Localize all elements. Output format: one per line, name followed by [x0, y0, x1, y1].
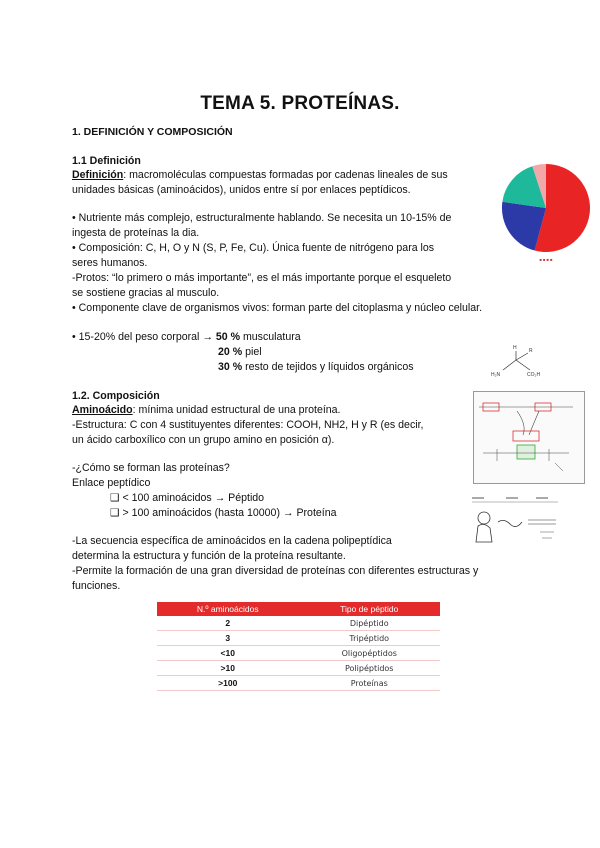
bullet-nutriente-2: ingesta de proteínas la dia. — [72, 227, 200, 239]
weight-line-2 — [218, 345, 262, 360]
weight-label-3: resto de tejidos y líquidos orgánicos — [242, 361, 414, 373]
estructura-line-1: -Estructura: C con 4 sustituyentes diferentes: COOH, NH2, H y R (es decir, — [72, 419, 424, 431]
weight-prefix: • 15-20% del peso corporal → — [72, 331, 216, 343]
pie-chart-image — [498, 160, 594, 266]
subsection-composicion: 1.2. Composición — [72, 390, 160, 402]
molecule-label-c: CO₂H — [527, 372, 541, 378]
table-row — [157, 661, 440, 676]
diversidad-line-2: funciones. — [72, 580, 121, 592]
peptide-table — [157, 602, 440, 691]
bullet-protos: -Protos: “lo primero o más importante”, es el más importante porque el esqueleto — [72, 272, 452, 284]
table-header-type: Tipo de péptido — [299, 602, 441, 616]
bullet-composicion-2: seres humanos. — [72, 257, 148, 269]
table-cell-type: Proteínas — [299, 676, 441, 691]
definition-paragraph — [72, 168, 482, 198]
aminoacid-label: Aminoácido — [72, 404, 133, 416]
table-header-row — [157, 602, 440, 616]
subsection-definicion: 1.1 Definición — [72, 155, 141, 167]
molecule-label-r: R — [529, 348, 533, 354]
aminoacid-line — [72, 403, 341, 418]
weight-line-3 — [218, 360, 414, 375]
peptide-bond-diagram — [473, 391, 585, 484]
secuencia-line-1: -La secuencia específica de aminoácidos en la cadena polipeptídica — [72, 535, 392, 547]
table-row — [157, 616, 440, 631]
page-title: TEMA 5. PROTEÍNAS. — [200, 93, 400, 114]
enlace-label: Enlace peptídico — [72, 477, 151, 489]
secuencia-paragraph — [72, 534, 444, 564]
table-cell-num: <10 — [157, 646, 299, 661]
table-cell-type: Tripéptido — [299, 631, 441, 646]
peptide-illustration — [470, 496, 560, 548]
definition-label: Definición — [72, 169, 124, 181]
estructura-paragraph — [72, 418, 452, 448]
weight-line-1 — [72, 330, 301, 345]
estructura-line-2: un ácido carboxílico con un grupo amino en posición α). — [72, 434, 335, 446]
pie-legend: ■ ■ ■ ■ — [539, 257, 553, 262]
molecule-label-h: H — [513, 345, 517, 351]
weight-value-2: 20 % — [218, 346, 243, 358]
weight-label-1: musculatura — [240, 331, 301, 343]
option-proteina: ❑ > 100 aminoácidos (hasta 10000) → Proteína — [110, 507, 337, 519]
secuencia-line-2: determina la estructura y función de la proteína resultante. — [72, 550, 346, 562]
definition-text-2: unidades básicas (aminoácidos), unidos entre sí por enlaces peptídicos. — [72, 184, 411, 196]
bullet-protos-2: se sostiene gracias al musculo. — [72, 287, 220, 299]
molecule-label-n: H₂N — [491, 372, 501, 378]
table-row — [157, 646, 440, 661]
formation-question: -¿Cómo se forman las proteínas? — [72, 462, 230, 474]
table-cell-num: >10 — [157, 661, 299, 676]
bullet-componente: • Componente clave de organismos vivos: forman parte del citoplasma y núcleo celular. — [72, 302, 483, 314]
diversidad-paragraph — [72, 564, 502, 594]
bullet-list — [72, 211, 484, 316]
table-row — [157, 631, 440, 646]
table-header-num: N.º aminoácidos — [157, 602, 299, 616]
table-cell-type: Oligopéptidos — [299, 646, 441, 661]
table-cell-type: Polipéptidos — [299, 661, 441, 676]
table-cell-num: >100 — [157, 676, 299, 691]
section-heading: 1. DEFINICIÓN Y COMPOSICIÓN — [72, 126, 233, 138]
amino-acid-molecule — [486, 340, 550, 384]
definition-text: : macromoléculas compuestas formadas por cadenas lineales de sus — [123, 169, 448, 181]
weight-value-1: 50 % — [215, 331, 241, 343]
weight-label-2: piel — [242, 346, 262, 358]
table-row — [157, 676, 440, 691]
option-peptido: ❑ < 100 aminoácidos → Péptido — [110, 492, 265, 504]
aminoacid-text: : mínima unidad estructural de una proteína. — [132, 404, 341, 416]
bullet-composicion: • Composición: C, H, O y N (S, P, Fe, Cu). Única fuente de nitrógeno para los — [72, 242, 435, 254]
bullet-nutriente: • Nutriente más complejo, estructuralmente hablando. Se necesita un 10-15% de — [72, 212, 452, 224]
weight-value-3: 30 % — [218, 361, 243, 373]
table-cell-num: 2 — [157, 616, 299, 631]
table-cell-type: Dipéptido — [299, 616, 441, 631]
table-cell-num: 3 — [157, 631, 299, 646]
diversidad-line-1: -Permite la formación de una gran diversidad de proteínas con diferentes estructuras y — [72, 565, 479, 577]
